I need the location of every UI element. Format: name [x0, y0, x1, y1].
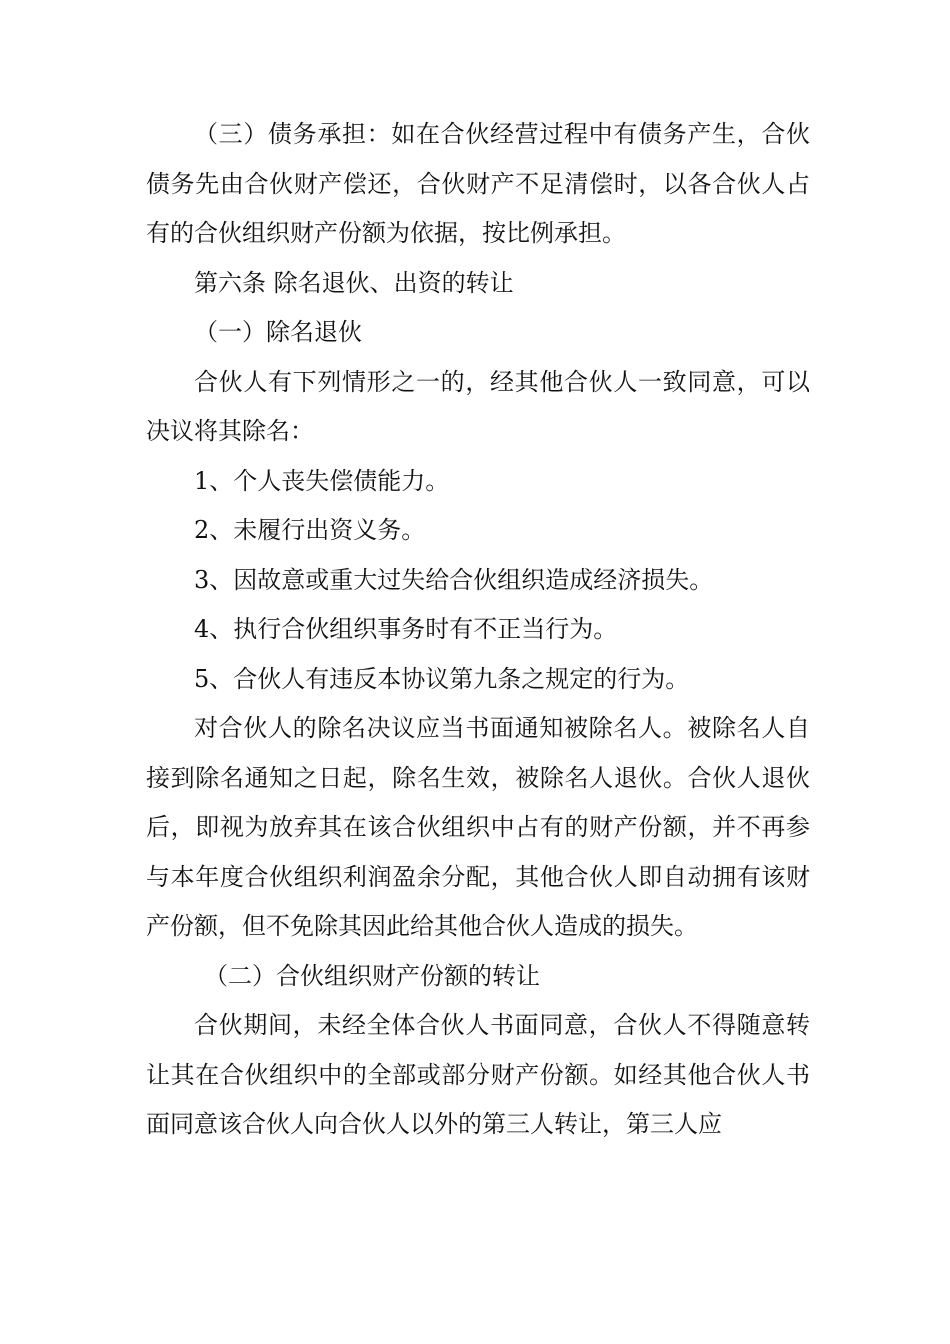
paragraph-expulsion-conditions: 合伙人有下列情形之一的，经其他合伙人一致同意，可以决议将其除名：	[146, 367, 810, 445]
section-expulsion-heading: （一）除名退伙	[194, 318, 362, 346]
article-six-heading: 第六条 除名退伙、出资的转让	[194, 268, 514, 297]
list-item-1: 1、个人丧失偿债能力。	[194, 466, 450, 495]
list-item-2: 2、未履行出资义务。	[194, 516, 426, 544]
section-share-transfer-heading: （二）合伙组织财产份额的转让	[204, 961, 540, 990]
paragraph-share-transfer: 合伙期间，未经全体合伙人书面同意，合伙人不得随意转让其在合伙组织中的全部或部分财产份额。如经其他合伙人书面同意该合伙人向合伙人以外的第三人转让，第三人应	[146, 1011, 810, 1138]
paragraph-debt-bearing: （三）债务承担：如在合伙经营过程中有债务产生，合伙债务先由合伙财产偿还，合伙财产不足清偿时，以各合伙人占有的合伙组织财产份额为依据，按比例承担。	[146, 120, 810, 247]
list-item-3: 3、因故意或重大过失给合伙组织造成经济损失。	[194, 565, 714, 594]
document-body	[146, 110, 810, 1150]
list-item-5: 5、合伙人有违反本协议第九条之规定的行为。	[194, 664, 690, 693]
list-item-4: 4、执行合伙组织事务时有不正当行为。	[194, 615, 618, 643]
paragraph-expulsion-notice: 对合伙人的除名决议应当书面通知被除名人。被除名人自接到除名通知之日起，除名生效，被除名人退伙。合伙人退伙后，即视为放弃其在该合伙组织中占有的财产份额，并不再参与本年度合伙组织利润盈余分配，其他合伙人即自动拥有该财产份额，但不免除其因此给其他合伙人造成的损失。	[146, 714, 810, 940]
